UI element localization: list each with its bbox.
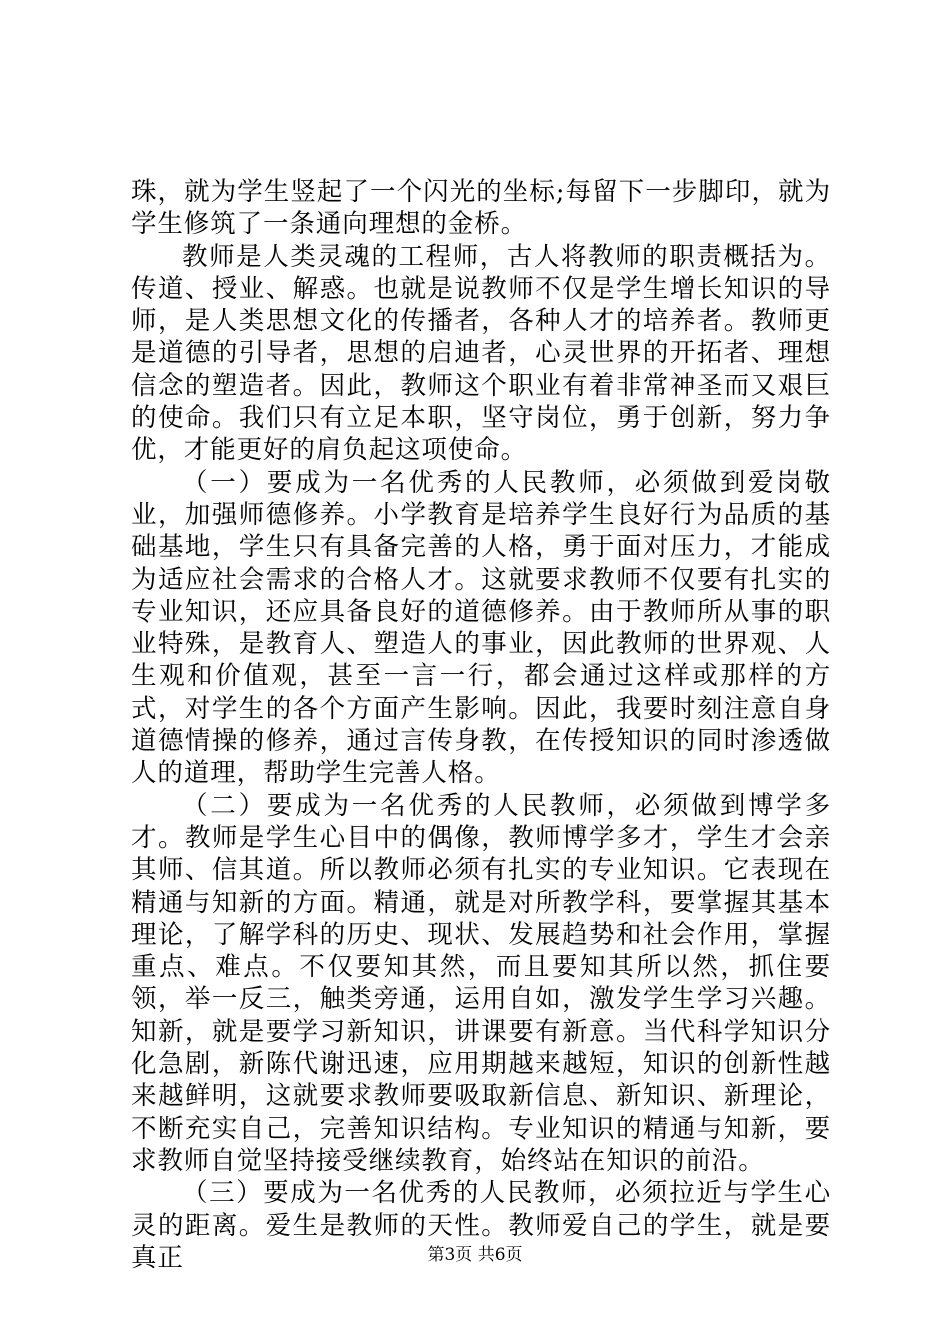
paragraph-point-one: （一）要成为一名优秀的人民教师，必须做到爱岗敬业，加强师德修养。小学教育是培养学生良好行为品质的基础基地，学生只有具备完善的人格，勇于面对压力，才能成为适应社会需求的合格人才。这就要求教师不仅要有扎实的专业知识，还应具备良好的道德修养。由于教师所从事的职业特殊，是教育人、塑造人的事业，因此教师的世界观、人生观和价值观，甚至一言一行，都会通过这样或那样的方式，对学生的各个方面产生影响。因此，我要时刻注意自身道德情操的修养，通过言传身教，在传授知识的同时渗透做人的道理，帮助学生完善人格。 xyxy=(131,467,831,789)
page-footer xyxy=(0,1244,950,1266)
paragraph-teacher-role: 教师是人类灵魂的工程师，古人将教师的职责概括为。传道、授业、解惑。也就是说教师不仅是学生增长知识的导师，是人类思想文化的传播者，各种人才的培养者。教师更是道德的引导者，思想的启迪者，心灵世界的开拓者、理想信念的塑造者。因此，教师这个职业有着非常神圣而又艰巨的使命。我们只有立足本职，坚守岗位，勇于创新，努力争优，才能更好的肩负起这项使命。 xyxy=(131,241,831,466)
paragraph-point-three: （三）要成为一名优秀的人民教师，必须拉近与学生心灵的距离。爱生是教师的天性。教师爱自己的学生，就是要真正 xyxy=(131,1178,831,1273)
paragraph-point-two: （二）要成为一名优秀的人民教师，必须做到博学多才。教师是学生心目中的偶像，教师博学多才，学生才会亲其师、信其道。所以教师必须有扎实的专业知识。它表现在精通与知新的方面。精通，就是对所教学科，要掌握其基本理论，了解学科的历史、现状、发展趋势和社会作用，掌握重点、难点。不仅要知其然，而且要知其所以然，抓住要领，举一反三，触类旁通，运用自如，激发学生学习兴趣。知新，就是要学习新知识，讲课要有新意。当代科学知识分化急剧，新陈代谢迅速，应用期越来越短，知识的创新性越来越鲜明，这就要求教师要吸取新信息、新知识、新理论，不断充实自己，完善知识结构。专业知识的精通与知新，要求教师自觉坚持接受继续教育，始终站在知识的前沿。 xyxy=(131,790,831,1176)
page-number-label: 第3页 共6页 xyxy=(427,1245,523,1265)
paragraph-continuation: 珠，就为学生竖起了一个闪光的坐标;每留下一步脚印，就为学生修筑了一条通向理想的金桥。 xyxy=(131,177,831,240)
document-body xyxy=(131,176,831,1274)
